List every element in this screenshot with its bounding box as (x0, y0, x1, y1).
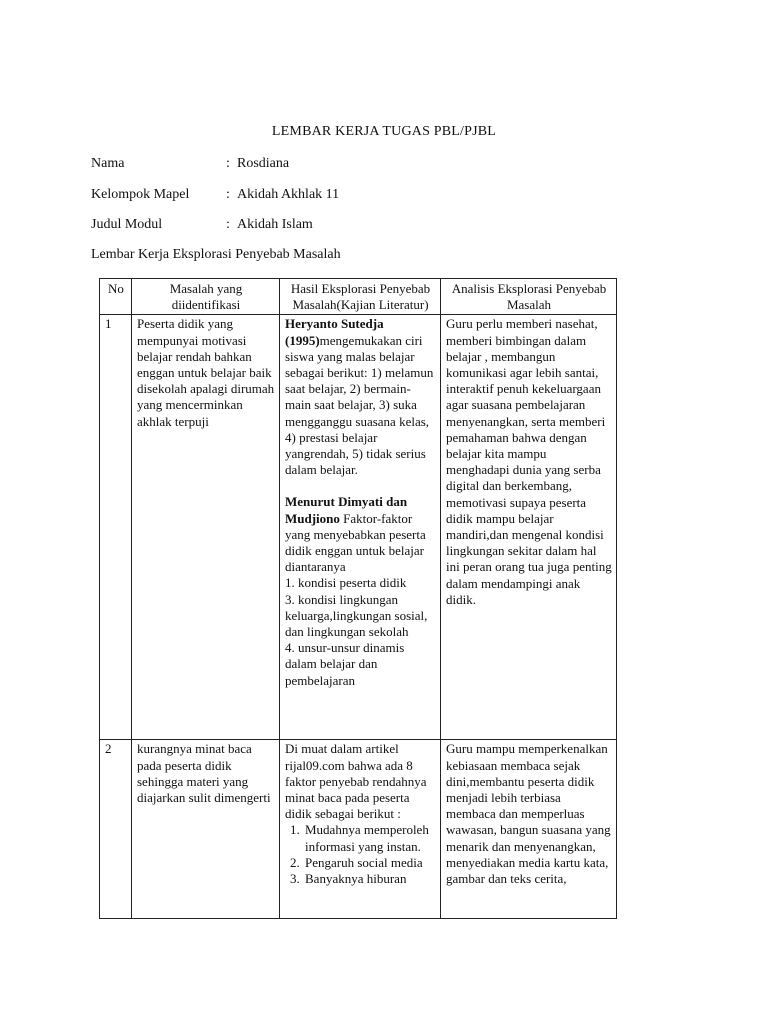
meta-colon: : (226, 156, 230, 171)
section-subheading: Lembar Kerja Eksplorasi Penyebab Masalah (91, 247, 341, 262)
header-hasil-eksplorasi: Hasil Eksplorasi Penyebab Masalah(Kajian Literatur) (280, 279, 441, 315)
factor-item: 4. unsur-unsur dinamis dalam belajar dan pembelajaran (285, 640, 405, 688)
cell-masalah: kurangnya minat baca pada peserta didik sehingga materi yang diajarkan sulit dimengerti (132, 740, 280, 919)
factor-item: 3. kondisi lingkungan keluarga,lingkungan sosial, dan lingkungan sekolah (285, 591, 428, 640)
factor-item: 1. kondisi peserta didik (285, 575, 407, 591)
worksheet-table (99, 278, 617, 919)
table-header-row (100, 279, 617, 315)
meta-label: Nama (91, 156, 125, 171)
document-title: LEMBAR KERJA TUGAS PBL/PJBL (271, 124, 497, 139)
header-masalah: Masalah yang diidentifikasi (132, 279, 280, 315)
meta-colon: : (226, 217, 230, 232)
meta-label: Judul Modul (91, 217, 163, 232)
header-analisis: Analisis Eksplorasi Penyebab Masalah (441, 279, 617, 315)
citation-dimyati: Menurut Dimyati dan Mudjiono (285, 494, 408, 526)
factor-list (285, 822, 436, 887)
cell-no: 1 (100, 315, 132, 740)
table-row (100, 740, 617, 919)
citation-heryanto-text: mengemukakan ciri siswa yang malas belajar sebagai berikut: 1) melamun saat belajar, 2) bermain-main saat belajar, 3) suka mengganggu suasana kelas, 4) prestasi belajar yangrendah, 5) tidak serius dalam belajar. (285, 332, 434, 478)
list-item: 3. Banyaknya hiburan (303, 871, 436, 887)
cell-hasil-eksplorasi (280, 315, 441, 740)
meta-value: Akidah Akhlak 11 (237, 187, 340, 202)
cell-no: 2 (100, 740, 132, 919)
meta-kelompok-mapel (91, 187, 339, 203)
cell-hasil-eksplorasi (280, 740, 441, 919)
cell-analisis: Guru perlu memberi nasehat, memberi bimbingan dalam belajar , membangun komunikasi agar lebih santai, interaktif penuh kekeluargaan agar suasana pembelajaran menyenangkan, serta memberi pemahaman bahwa dengan belajar kita mampu menghadapi dunia yang serba digital dan berkembang, memotivasi supaya peserta didik mampu belajar mandiri,dan mengenal kondisi lingkungan sekitar dalam hal ini peran orang tua juga penting dalam mendampingi anak didik. (441, 315, 617, 740)
meta-label: Kelompok Mapel (91, 187, 190, 202)
citation-heryanto: Heryanto Sutedja (1995) (285, 316, 384, 348)
paragraph-gap (285, 478, 436, 494)
meta-value: Akidah Islam (237, 217, 313, 232)
meta-nama (91, 156, 289, 172)
cell-analisis: Guru mampu memperkenalkan kebiasaan membaca sejak dini,membantu peserta didik menjadi lebih terbiasa membaca dan memperluas wawasan, bangun suasana yang menarik dan menyenangkan, menyediakan media kartu kata, gambar dan teks cerita, (441, 740, 617, 919)
header-no: No (100, 279, 132, 315)
cell-masalah: Peserta didik yang mempunyai motivasi belajar rendah bahkan enggan untuk belajar baik disekolah apalagi dirumah yang mencerminkan akhlak terpuji (132, 315, 280, 740)
list-item: 2. Pengaruh social media (303, 855, 436, 871)
meta-colon: : (226, 187, 230, 202)
list-item: 1. Mudahnya memperoleh informasi yang instan. (303, 822, 436, 854)
hasil-intro: Di muat dalam artikel rijal09.com bahwa ada 8 faktor penyebab rendahnya minat baca pada peserta didik sebagai berikut : (285, 741, 427, 822)
citation-dimyati-text: Faktor-faktor yang menyebabkan peserta didik enggan untuk belajar diantaranya (285, 510, 426, 575)
meta-value: Rosdiana (237, 156, 290, 171)
table-row (100, 315, 617, 740)
meta-judul-modul (91, 217, 313, 233)
